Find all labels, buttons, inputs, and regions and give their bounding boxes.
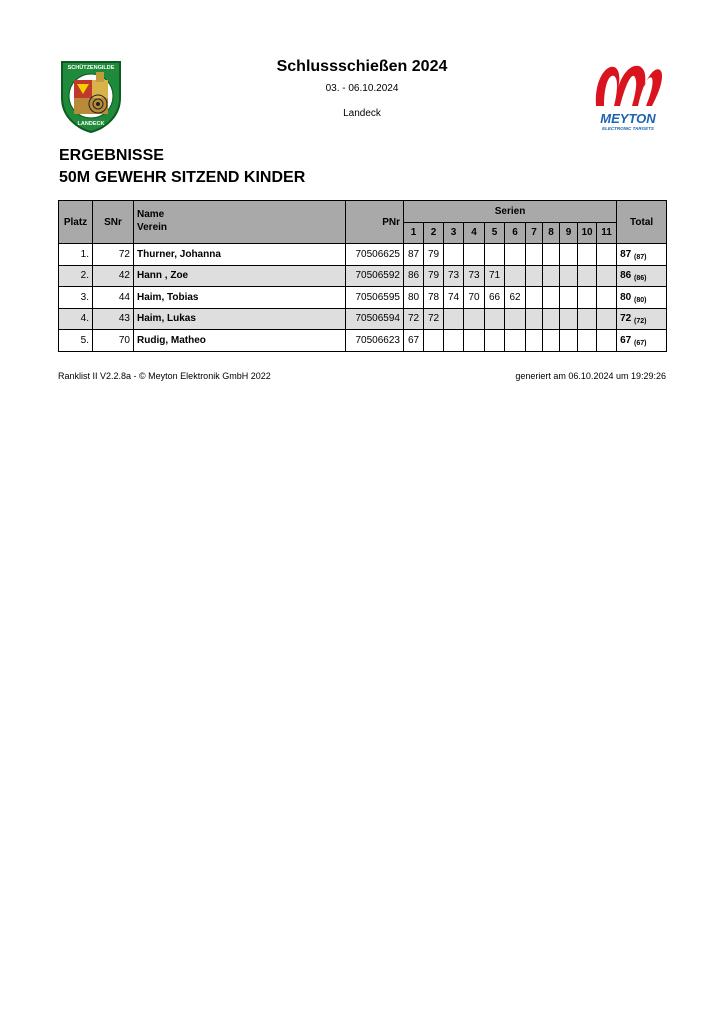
cell-series-score xyxy=(526,287,543,309)
col-header-total: Total xyxy=(617,201,667,244)
series-number-header: 1 xyxy=(404,222,424,244)
cell-series-score: 80 xyxy=(404,287,424,309)
cell-total xyxy=(617,308,667,330)
cell-total xyxy=(617,265,667,287)
cell-series-score xyxy=(526,330,543,352)
cell-pnr: 70506595 xyxy=(346,287,404,309)
logo-top-text: SCHÜTZENGILDE xyxy=(67,65,115,71)
series-number-header: 10 xyxy=(578,222,597,244)
cell-platz: 5. xyxy=(59,330,93,352)
cell-series-score: 73 xyxy=(444,265,464,287)
cell-pnr: 70506623 xyxy=(346,330,404,352)
meyton-subtitle: ELECTRONIC TARGETS xyxy=(602,126,654,131)
cell-series-score xyxy=(597,287,617,309)
col-header-name-verein xyxy=(134,201,346,244)
cell-series-score xyxy=(444,244,464,266)
col-header-pnr: PNr xyxy=(346,201,404,244)
cell-series-score xyxy=(597,330,617,352)
cell-series-score: 87 xyxy=(404,244,424,266)
footer-generated: generiert am 06.10.2024 um 19:29:26 xyxy=(515,371,666,381)
cell-series-score xyxy=(505,308,526,330)
meyton-wordmark: MEYTON xyxy=(600,111,656,126)
cell-name: Haim, Tobias xyxy=(134,287,346,309)
cell-series-score xyxy=(560,244,578,266)
cell-series-score xyxy=(597,308,617,330)
cell-series-score xyxy=(578,308,597,330)
cell-series-score xyxy=(464,308,485,330)
total-score-detail: (87) xyxy=(634,253,647,261)
cell-series-score xyxy=(560,308,578,330)
logo-bottom-text: LANDECK xyxy=(77,121,105,127)
cell-platz: 2. xyxy=(59,265,93,287)
cell-series-score xyxy=(464,330,485,352)
cell-total xyxy=(617,330,667,352)
result-row xyxy=(59,265,667,287)
cell-series-score xyxy=(505,244,526,266)
cell-series-score xyxy=(597,265,617,287)
cell-name: Hann , Zoe xyxy=(134,265,346,287)
result-row xyxy=(59,244,667,266)
cell-platz: 3. xyxy=(59,287,93,309)
event-title: Schlussschießen 2024 xyxy=(276,58,448,75)
cell-series-score xyxy=(543,308,560,330)
cell-series-score xyxy=(560,265,578,287)
cell-total xyxy=(617,244,667,266)
cell-series-score: 70 xyxy=(464,287,485,309)
col-header-serien: Serien xyxy=(404,201,617,223)
cell-series-score xyxy=(578,287,597,309)
total-score-detail: (86) xyxy=(634,275,647,283)
cell-series-score: 73 xyxy=(464,265,485,287)
cell-series-score xyxy=(485,330,505,352)
results-table xyxy=(58,200,667,352)
total-score: 67 xyxy=(620,334,632,346)
cell-snr: 43 xyxy=(93,308,134,330)
cell-series-score: 78 xyxy=(424,287,444,309)
cell-series-score xyxy=(578,244,597,266)
cell-series-score xyxy=(597,244,617,266)
cell-snr: 70 xyxy=(93,330,134,352)
col-header-snr: SNr xyxy=(93,201,134,244)
cell-series-score xyxy=(543,287,560,309)
total-score: 72 xyxy=(620,313,632,325)
cell-series-score: 71 xyxy=(485,265,505,287)
cell-name: Haim, Lukas xyxy=(134,308,346,330)
cell-series-score xyxy=(578,330,597,352)
total-score: 86 xyxy=(620,270,632,282)
cell-series-score xyxy=(444,308,464,330)
col-header-name: Name xyxy=(137,209,165,220)
event-location: Landeck xyxy=(343,108,381,119)
event-dates: 03. - 06.10.2024 xyxy=(325,83,399,94)
cell-series-score xyxy=(560,287,578,309)
total-score: 80 xyxy=(620,291,632,303)
cell-series-score: 72 xyxy=(424,308,444,330)
series-number-header: 2 xyxy=(424,222,444,244)
col-header-platz: Platz xyxy=(59,201,93,244)
series-number-header: 7 xyxy=(526,222,543,244)
cell-series-score: 79 xyxy=(424,244,444,266)
cell-series-score: 67 xyxy=(404,330,424,352)
cell-series-score xyxy=(485,308,505,330)
cell-series-score xyxy=(543,244,560,266)
cell-total xyxy=(617,287,667,309)
cell-snr: 42 xyxy=(93,265,134,287)
total-score-detail: (80) xyxy=(634,296,647,304)
cell-platz: 4. xyxy=(59,308,93,330)
cell-pnr: 70506625 xyxy=(346,244,404,266)
cell-series-score xyxy=(424,330,444,352)
cell-snr: 44 xyxy=(93,287,134,309)
total-score: 87 xyxy=(620,248,632,260)
series-number-header: 8 xyxy=(543,222,560,244)
cell-pnr: 70506592 xyxy=(346,265,404,287)
series-number-header: 5 xyxy=(485,222,505,244)
cell-series-score xyxy=(485,244,505,266)
cell-name: Rudig, Matheo xyxy=(134,330,346,352)
cell-series-score xyxy=(464,244,485,266)
series-number-header: 11 xyxy=(597,222,617,244)
cell-series-score xyxy=(444,330,464,352)
cell-series-score: 79 xyxy=(424,265,444,287)
col-header-verein: Verein xyxy=(137,222,168,233)
cell-series-score xyxy=(526,308,543,330)
cell-series-score xyxy=(560,330,578,352)
cell-series-score: 86 xyxy=(404,265,424,287)
total-score-detail: (67) xyxy=(634,339,647,347)
cell-series-score xyxy=(543,330,560,352)
cell-series-score: 62 xyxy=(505,287,526,309)
result-row xyxy=(59,308,667,330)
cell-series-score: 72 xyxy=(404,308,424,330)
cell-series-score xyxy=(526,265,543,287)
cell-series-score xyxy=(505,330,526,352)
cell-series-score xyxy=(543,265,560,287)
cell-series-score xyxy=(505,265,526,287)
series-number-header: 3 xyxy=(444,222,464,244)
cell-series-score: 74 xyxy=(444,287,464,309)
result-row xyxy=(59,330,667,352)
series-number-header: 4 xyxy=(464,222,485,244)
results-heading: ERGEBNISSE xyxy=(59,147,164,164)
cell-series-score xyxy=(526,244,543,266)
cell-series-score: 66 xyxy=(485,287,505,309)
series-number-header: 9 xyxy=(560,222,578,244)
result-row xyxy=(59,287,667,309)
total-score-detail: (72) xyxy=(634,318,647,326)
discipline-heading: 50M GEWEHR SITZEND KINDER xyxy=(59,169,306,186)
cell-series-score xyxy=(578,265,597,287)
footer-version: Ranklist II V2.2.8a - © Meyton Elektronik GmbH 2022 xyxy=(58,371,271,381)
cell-pnr: 70506594 xyxy=(346,308,404,330)
cell-platz: 1. xyxy=(59,244,93,266)
series-number-header: 6 xyxy=(505,222,526,244)
cell-name: Thurner, Johanna xyxy=(134,244,346,266)
cell-snr: 72 xyxy=(93,244,134,266)
